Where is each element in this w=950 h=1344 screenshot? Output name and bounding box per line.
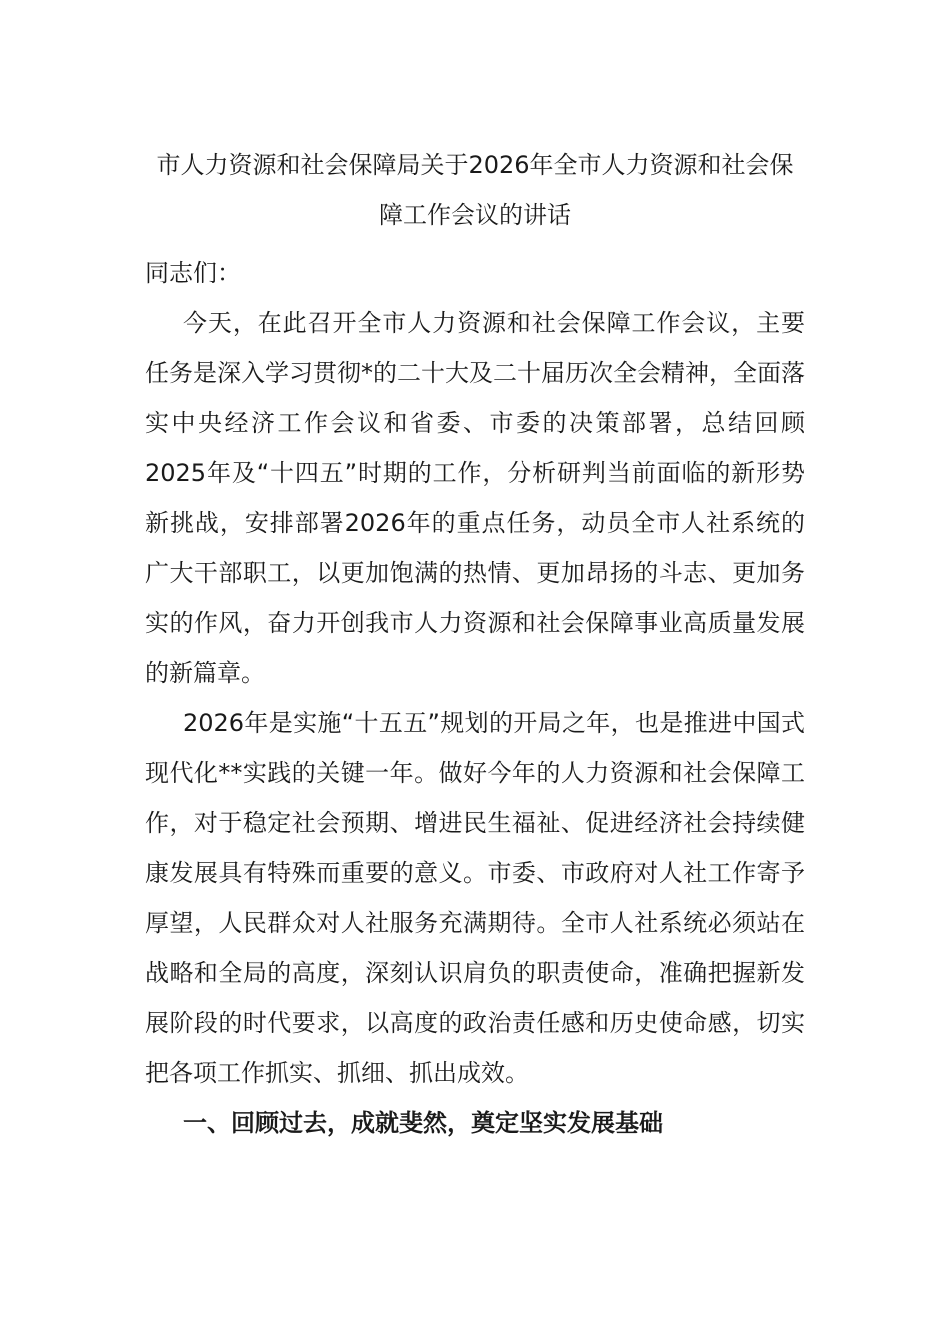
document-title [133,140,817,240]
document-page [145,140,805,1148]
paragraph-2: 2026年是实施“十五五”规划的开局之年，也是推进中国式现代化**实践的关键一年。做好今年的人力资源和社会保障工作，对于稳定社会预期、增进民生福祉、促进经济社会持续健康发展具有特殊而重要的意义。市委、市政府对人社工作寄予厚望，人民群众对人社服务充满期待。全市人社系统必须站在战略和全局的高度，深刻认识肩负的职责使命，准确把握新发展阶段的时代要求，以高度的政治责任感和历史使命感，切实把各项工作抓实、抓细、抓出成效。 [145,709,805,1087]
greeting: 同志们： [145,259,241,287]
title-line-1: 市人力资源和社会保障局关于2026年全市人力资源和社会保 [156,151,794,179]
title-line-2: 障工作会议的讲话 [379,201,571,229]
paragraph-1: 今天，在此召开全市人力资源和社会保障工作会议，主要任务是深入学习贯彻*的二十大及二十届历次全会精神，全面落实中央经济工作会议和省委、市委的决策部署，总结回顾2025年及“十四五”时期的工作，分析研判当前面临的新形势新挑战，安排部署2026年的重点任务，动员全市人社系统的广大干部职工，以更加饱满的热情、更加昂扬的斗志、更加务实的作风，奋力开创我市人力资源和社会保障事业高质量发展的新篇章。 [145,309,805,687]
section-heading-1: 一、回顾过去，成就斐然，奠定坚实发展基础 [183,1109,663,1137]
